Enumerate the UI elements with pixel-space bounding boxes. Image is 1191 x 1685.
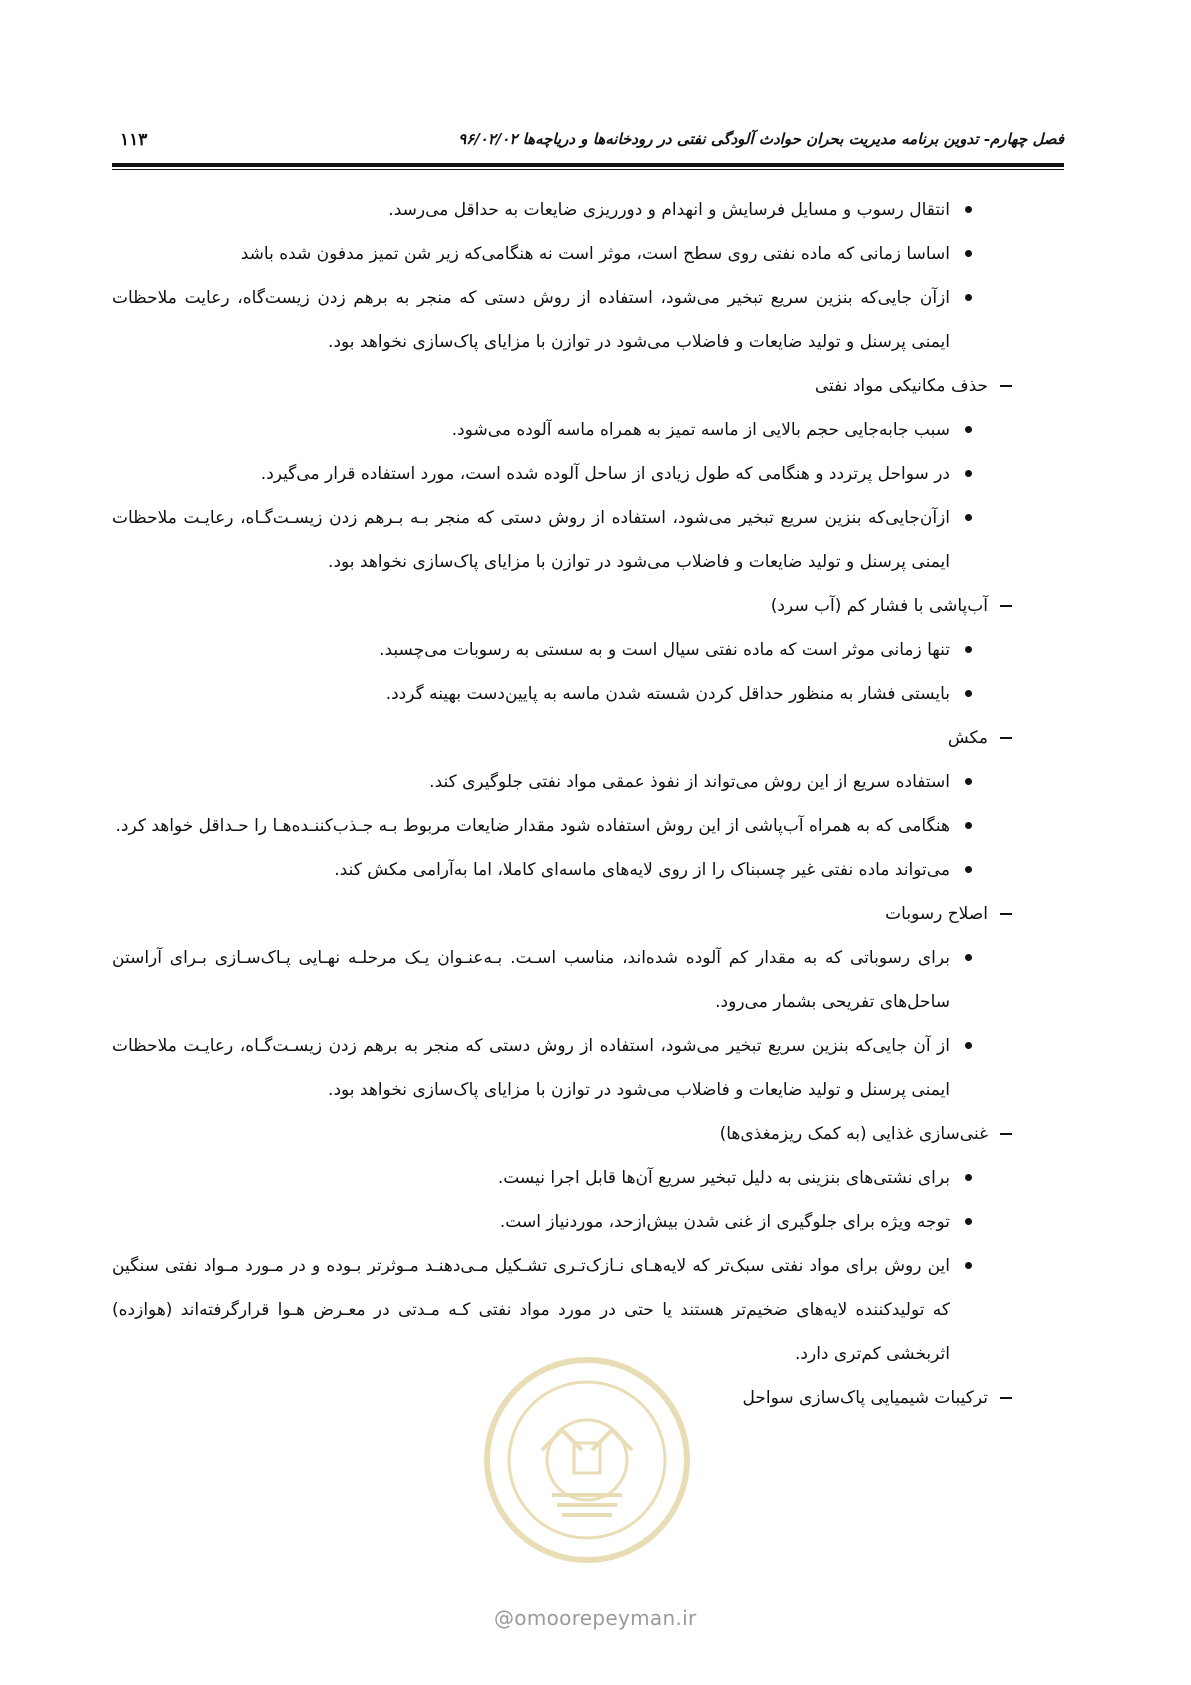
bullet-text: برای نشتی‌های بنزینی به دلیل تبخیر سریع آن‌ها قابل اجرا نیست. (497, 1168, 950, 1188)
section-heading-text: ترکیبات شیمیایی پاک‌سازی سواحل (742, 1388, 988, 1408)
bullet-text: بایستی فشار به منظور حداقل کردن شسته شدن ماسه به پایین‌دست بهینه گردد. (385, 684, 950, 704)
bullet-item (112, 804, 974, 848)
dash-icon (1000, 913, 1012, 915)
bullet-item (112, 1200, 974, 1244)
bullet-item (112, 672, 974, 716)
chapter-title: فصل چهارم- تدوین برنامه مدیریت بحران حوادث آلودگی نفتی در رودخانه‌ها و دریاچه‌ها ۹۶/۰۲/۰۲ (458, 130, 1064, 148)
section-heading (112, 892, 1012, 936)
bullet-icon (965, 470, 972, 477)
dash-icon (1000, 1397, 1012, 1399)
bullet-item (112, 496, 974, 584)
watermark-url: @omoorepeyman.ir (494, 1606, 697, 1630)
section-heading-text: مکش (947, 728, 988, 748)
header-rule-thick (112, 163, 1064, 167)
section-heading-text: آب‌پاشی با فشار کم (آب سرد) (770, 596, 988, 616)
bullet-text: در سواحل پرتردد و هنگامی که طول زیادی از ساحل آلوده شده است، مورد استفاده قرار می‌گیرد. (260, 464, 950, 484)
bullet-item (112, 276, 974, 364)
section-heading (112, 716, 1012, 760)
bullet-icon (965, 1174, 972, 1181)
bullet-item (112, 1156, 974, 1200)
bullet-text: این روش برای مواد نفتی سبک‌تر که لایه‌هـای نـازک‌تـری تشـکیل مـی‌دهنـد مـوثرتر بـوده و در مـورد مـواد نفتی سنگین که تولیدکننده لایه‌های ضخیم‌تر هستند یا حتی در مورد مواد نفتی کـه مـدتی در معـرض هـوا قرارگرفته‌اند (هوازده) اثربخشی کم‌تری دارد. (112, 1256, 950, 1364)
bullet-text: سبب جابه‌جایی حجم بالایی از ماسه تمیز به همراه ماسه آلوده می‌شود. (451, 420, 950, 440)
dash-icon (1000, 605, 1012, 607)
bullet-icon (965, 646, 972, 653)
bullet-item (112, 188, 974, 232)
bullet-text: هنگامی که به همراه آب‌پاشی از این روش استفاده شود مقدار ضایعات مربوط بـه جـذب‌کننـده‌هـا را حـداقل خواهد کرد. (115, 816, 950, 836)
bullet-item (112, 848, 974, 892)
section-heading (112, 364, 1012, 408)
bullet-text: توجه ویژه برای جلوگیری از غنی شدن بیش‌ازحد، موردنیاز است. (499, 1212, 950, 1232)
bullet-item (112, 760, 974, 804)
bullet-icon (965, 954, 972, 961)
bullet-item (112, 936, 974, 1024)
bullet-text: ازآن‌جایی‌که بنزین سریع تبخیر می‌شود، استفاده از روش دستی که منجر بـه بـرهم زدن زیسـت‌گـاه، رعایـت ملاحظات ایمنی پرسنل و تولید ضایعات و فاضلاب می‌شود در توازن با مزایای پاک‌سازی نخواهد بود. (112, 508, 950, 572)
section-heading-text: اصلاح رسوبات (885, 904, 988, 924)
bullet-icon (965, 866, 972, 873)
bullet-icon (965, 1218, 972, 1225)
bullet-item (112, 232, 974, 276)
section-heading (112, 584, 1012, 628)
bullet-icon (965, 778, 972, 785)
header-rule-thin (112, 169, 1064, 170)
bullet-text: ازآن جایی‌که بنزین سریع تبخیر می‌شود، استفاده از روش دستی که منجر به برهم زدن زیست‌گاه، رعایت ملاحظات ایمنی پرسنل و تولید ضایعات و فاضلاب می‌شود در توازن با مزایای پاک‌سازی نخواهد بود. (112, 288, 950, 352)
bullet-item (112, 452, 974, 496)
bullet-item (112, 628, 974, 672)
watermark-seal-icon (482, 1355, 692, 1565)
section-heading-text: حذف مکانیکی مواد نفتی (814, 376, 988, 396)
bullet-icon (965, 1262, 972, 1269)
dash-icon (1000, 1133, 1012, 1135)
bullet-icon (965, 426, 972, 433)
bullet-text: برای رسوباتی که به مقدار کم آلوده شده‌اند، مناسب اسـت. بـه‌عنـوان یـک مرحلـه نهـایی پـاک‌سـازی بـرای آراستن ساحل‌های تفریحی بشمار می‌رود. (112, 948, 950, 1012)
bullet-icon (965, 690, 972, 697)
bullet-text: از آن جایی‌که بنزین سریع تبخیر می‌شود، استفاده از روش دستی که منجر به برهم زدن زیسـت‌گـاه، رعایـت ملاحظات ایمنی پرسنل و تولید ضایعات و فاضلاب می‌شود در توازن با مزایای پاک‌سازی نخواهد بود. (112, 1036, 950, 1100)
section-heading (112, 1112, 1012, 1156)
bullet-icon (965, 294, 972, 301)
bullet-text: انتقال رسوب و مسایل فرسایش و انهدام و دورریزی ضایعات به حداقل می‌رسد. (388, 200, 950, 220)
bullet-text: می‌تواند ماده نفتی غیر چسبناک را از روی لایه‌های ماسه‌ای کاملا، اما به‌آرامی مکش کند. (334, 860, 950, 880)
bullet-text: تنها زمانی موثر است که ماده نفتی سیال است و به سستی به رسوبات می‌چسبد. (379, 640, 950, 660)
page-body (112, 188, 1064, 1420)
dash-icon (1000, 385, 1012, 387)
bullet-item (112, 1024, 974, 1112)
bullet-text: استفاده سریع از این روش می‌تواند از نفوذ عمقی مواد نفتی جلوگیری کند. (429, 772, 950, 792)
bullet-icon (965, 822, 972, 829)
bullet-icon (965, 514, 972, 521)
bullet-text: اساسا زمانی که ماده نفتی روی سطح است، موثر است نه هنگامی‌که زیر شن تمیز مدفون شده باشد (240, 244, 950, 264)
bullet-icon (965, 1042, 972, 1049)
bullet-item (112, 408, 974, 452)
page-number: ۱۱۳ (120, 130, 148, 150)
dash-icon (1000, 737, 1012, 739)
section-heading-text: غنی‌سازی غذایی (به کمک ریزمغذی‌ها) (719, 1124, 988, 1144)
bullet-icon (965, 250, 972, 257)
bullet-icon (965, 206, 972, 213)
